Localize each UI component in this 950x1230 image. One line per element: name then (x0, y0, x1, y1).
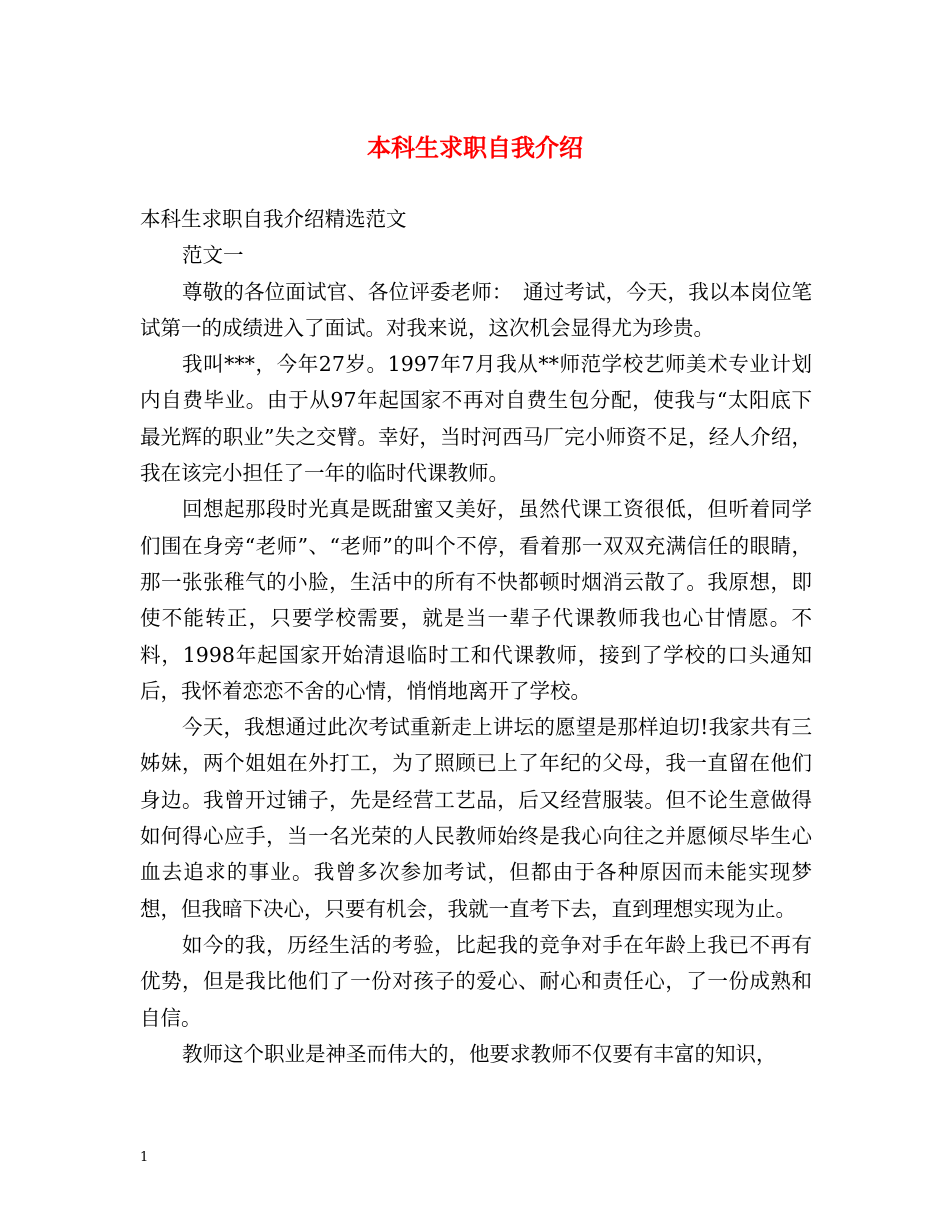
document-body (140, 201, 812, 1072)
paragraph-1: 尊敬的各位面试官、各位评委老师： 通过考试，今天，我以本岗位笔试第一的成绩进入了面试。对我来说，这次机会显得尤为珍贵。 (140, 279, 812, 340)
paragraph-5: 如今的我，历经生活的考验，比起我的竞争对手在年龄上我已不再有优势，但是我比他们了一份对孩子的爱心、耐心和责任心，了一份成熟和自信。 (140, 932, 812, 1030)
paragraph-4: 今天，我想通过此次考试重新走上讲坛的愿望是那样迫切!我家共有三姊妹，两个姐姐在外打工，为了照顾已上了年纪的父母，我一直留在他们身边。我曾开过铺子，先是经营工艺品，后又经营服装。但不论生意做得如何得心应手，当一名光荣的人民教师始终是我心向往之并愿倾尽毕生心血去追求的事业。我曾多次参加考试，但都由于各种原因而未能实现梦想，但我暗下决心，只要有机会，我就一直考下去，直到理想实现为止。 (140, 715, 812, 921)
section-label: 范文一 (182, 243, 244, 268)
paragraph-3: 回想起那段时光真是既甜蜜又美好，虽然代课工资很低，但听着同学们围在身旁“老师”、“老师”的叫个不停，看着那一双双充满信任的眼睛，那一张张稚气的小脸，生活中的所有不快都顿时烟消云散了。我原想，即使不能转正，只要学校需要，就是当一辈子代课教师我也心甘情愿。不料，1998年起国家开始清退临时工和代课教师，接到了学校的口头通知后，我怀着恋恋不舍的心情，悄悄地离开了学校。 (140, 497, 812, 703)
paragraph-2: 我叫***，今年27岁。1997年7月我从**师范学校艺师美术专业计划内自费毕业。由于从97年起国家不再对自费生包分配，使我与“太阳底下最光辉的职业”失之交臂。幸好，当时河西马厂完小师资不足，经人介绍，我在该完小担任了一年的临时代课教师。 (140, 352, 812, 486)
document-title: 本科生求职自我介绍 (367, 133, 583, 162)
page-number: 1 (140, 1150, 149, 1165)
document-subtitle: 本科生求职自我介绍精选范文 (140, 207, 407, 231)
paragraph-6: 教师这个职业是神圣而伟大的，他要求教师不仅要有丰富的知识， (182, 1041, 777, 1066)
